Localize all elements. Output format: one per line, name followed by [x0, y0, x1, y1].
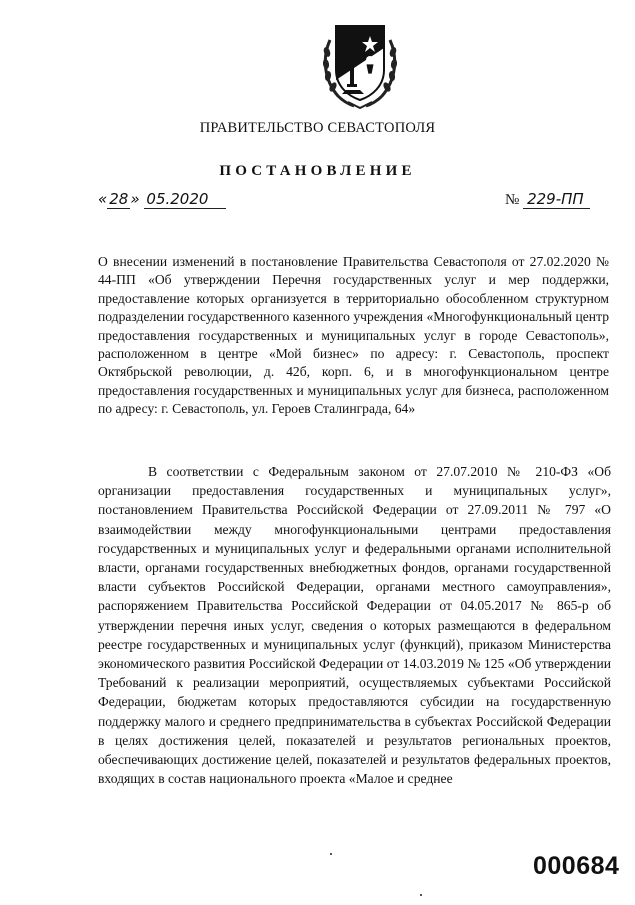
document-date: [98, 190, 226, 208]
document-body-paragraph: В соответствии с Федеральным законом от 27.07.2010 № 210-ФЗ «Об организации предоставления государственных и муниципальных услуг», постановлением Правительства Российской Федерации от 27.09.2011 № 797 «О взаимодействии между многофункциональными центрами предоставления государственных и муниципальных услуг и федеральными органами исполнительной власти, органами государственных внебюджетных фондов, органами государственной власти субъектов Российской Федерации, органами местного самоуправления», распоряжением Правительства Российской Федерации от 04.05.2017 № 865-р об утверждении перечня иных услуг, сведения о которых размещаются в федеральном реестре государственных и муниципальных услуг (функций), приказом Министерства экономического развития Российской Федерации от 14.03.2019 № 125 «Об утверждении Требований к реализации мероприятий, осуществляемых субъектами Российской Федерации, бюджетам которых предоставляются субсидии на государственную поддержку малого и среднего предпринимательства в субъектах Российской Федерации в целях достижения целей, показателей и результатов региональных проектов, обеспечивающих достижение целей, показателей и результатов федеральных проектов, входящих в состав национального проекта «Малое и среднее: [98, 464, 611, 787]
number-sign: №: [505, 192, 520, 208]
serial-number: 000684: [533, 852, 620, 880]
government-name: ПРАВИТЕЛЬСТВО СЕВАСТОПОЛЯ: [199, 120, 436, 136]
scan-speck: [420, 894, 422, 896]
date-day: 28: [109, 190, 129, 208]
date-close-quote: »: [130, 190, 140, 208]
scan-speck: [330, 853, 332, 855]
date-month-year: 05.2020: [144, 190, 226, 209]
document-type-title: ПОСТАНОВЛЕНИЕ: [219, 163, 416, 179]
number-value: 229-ПП: [523, 190, 590, 209]
document-number: [505, 190, 590, 209]
document-subject: О внесении изменений в постановление Правительства Севастополя от 27.02.2020 № 44-ПП «Об утверждении Перечня государственных услуг и мер поддержки, предоставление которых организуется в территориально обособленном структурном подразделении государственного казенного учреждения «Многофункциональный центр предоставления государственных и муниципальных услуг в городе Севастополь», расположенном в центре «Мой бизнес» по адресу: г. Севастополь, проспект Октябрьской революции, д. 42б, корп. 6, и в многофункциональном центре предоставления государственных и муниципальных услуг для бизнеса, расположенном по адресу: г. Севастополь, ул. Героев Сталинграда, 64»: [98, 254, 609, 417]
date-open-quote: «: [98, 190, 108, 208]
sevastopol-coat-of-arms-icon: [320, 18, 400, 110]
